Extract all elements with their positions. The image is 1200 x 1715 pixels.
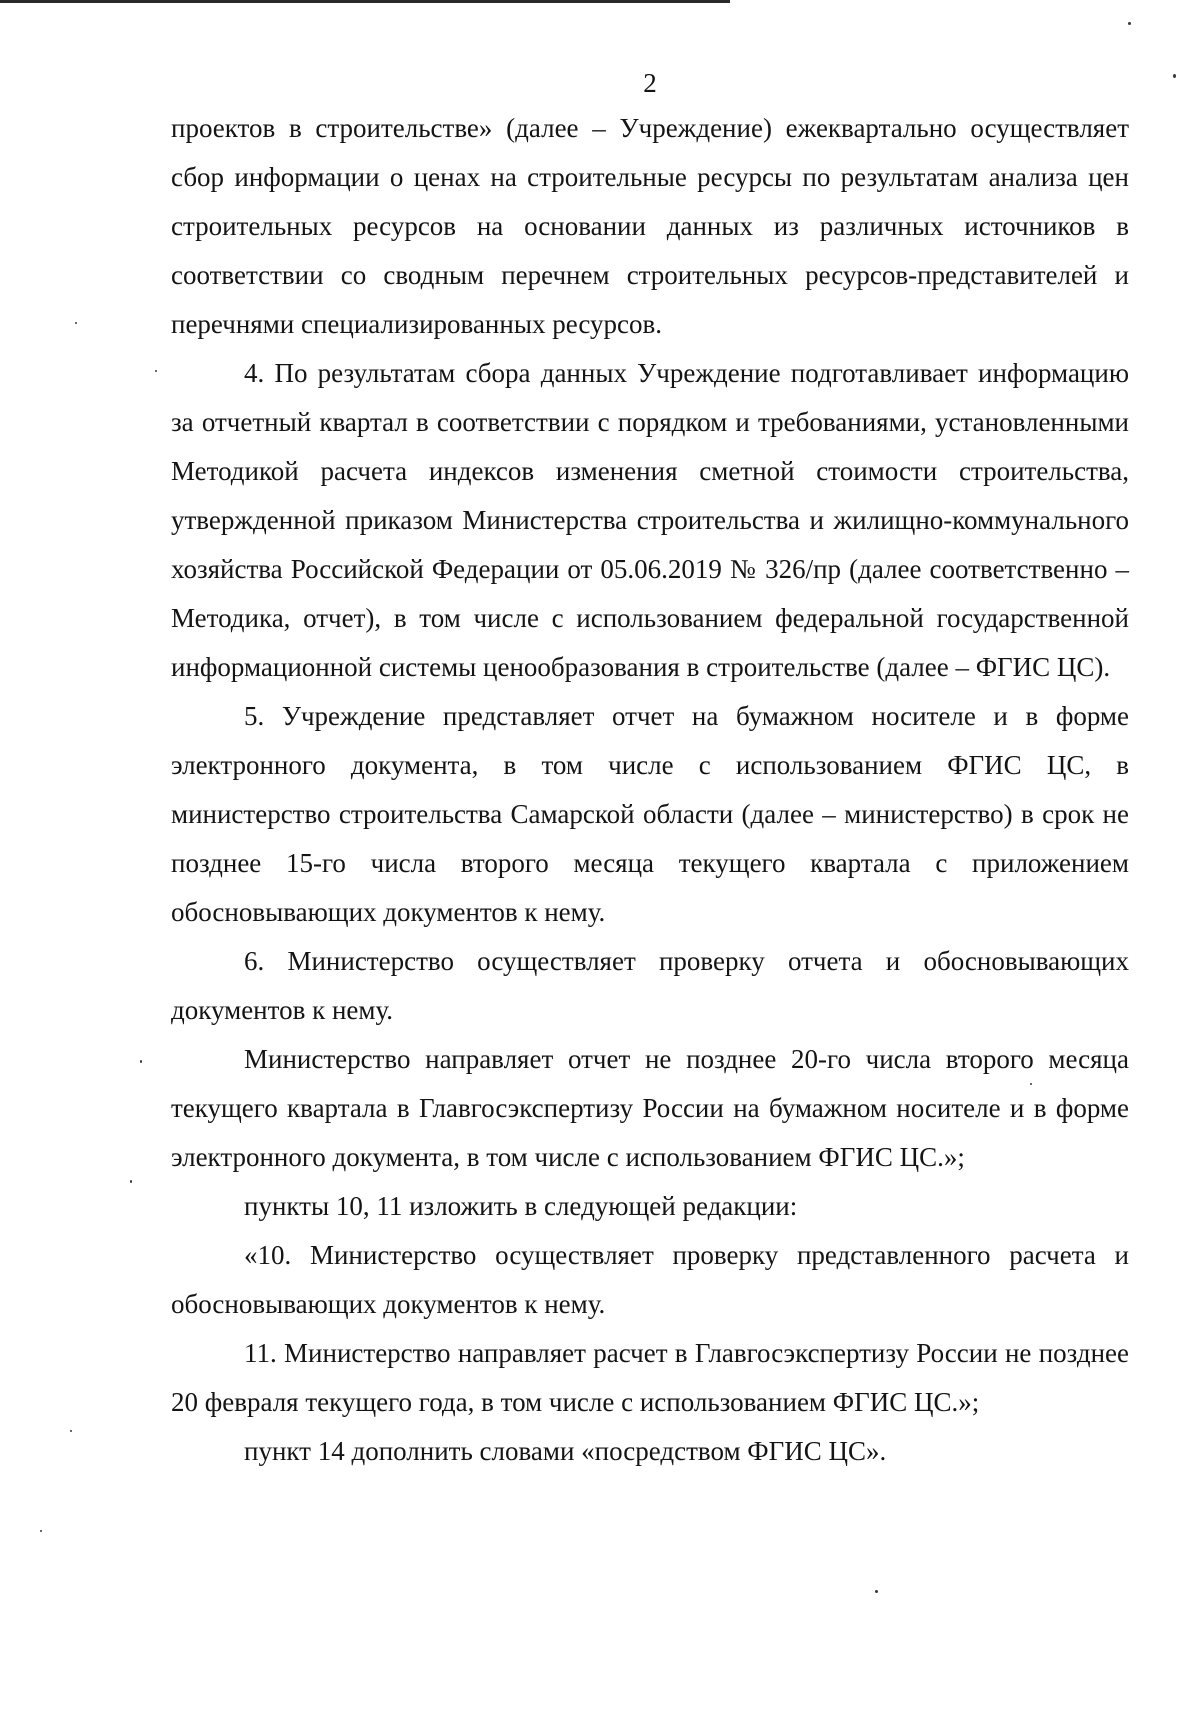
scan-speck <box>70 1430 72 1432</box>
scan-speck <box>140 1060 142 1063</box>
top-border-line <box>0 0 730 3</box>
scan-speck <box>155 370 157 372</box>
scan-speck <box>1173 74 1176 78</box>
paragraph-item-10: «10. Министерство осуществляет проверку представленного расчета и обосновывающих документов к нему. <box>171 1240 1129 1319</box>
page-number: 2 <box>643 68 657 98</box>
paragraph-item-6: 6. Министерство осуществляет проверку отчета и обосновывающих документов к нему. <box>171 946 1129 1025</box>
scan-speck <box>1128 22 1131 25</box>
paragraph-item-4: 4. По результатам сбора данных Учреждение подготавливает информацию за отчетный квартал в соответствии с порядком и требованиями, установленными Методикой расчета индексов изменения сметной стоимости строительства, утвержденной приказом Министерства строительства и жилищно-коммунального хозяйства Российской Федерации от 05.06.2019 № 326/пр (далее соответственно – Методика, отчет), в том числе с использованием федеральной государственной информационной системы ценообразования в строительстве (далее – ФГИС ЦС). <box>171 358 1129 682</box>
paragraph-item-11: 11. Министерство направляет расчет в Главгосэкспертизу России не позднее 20 февраля текущего года, в том числе с использованием ФГИС ЦС.»; <box>171 1338 1129 1417</box>
scan-speck <box>130 1180 132 1183</box>
scan-speck <box>75 322 77 324</box>
paragraph-amendment-intro: пункты 10, 11 изложить в следующей редакции: <box>244 1191 798 1221</box>
paragraph-item-5: 5. Учреждение представляет отчет на бумажном носителе и в форме электронного документа, в том числе с использованием ФГИС ЦС, в министерство строительства Самарской области (далее – министерство) в срок не позднее 15-го числа второго месяца текущего квартала с приложением обосновывающих документов к нему. <box>171 701 1129 927</box>
paragraph-item-14: пункт 14 дополнить словами «посредством ФГИС ЦС». <box>244 1436 887 1466</box>
document-body <box>171 104 1129 1476</box>
paragraph-continuation: проектов в строительстве» (далее – Учреждение) ежеквартально осуществляет сбор информации о ценах на строительные ресурсы по результатам анализа цен строительных ресурсов на основании данных из различных источников в соответствии со сводным перечнем строительных ресурсов-представителей и перечнями специализированных ресурсов. <box>171 113 1129 339</box>
scan-speck <box>40 1530 42 1532</box>
scan-speck <box>875 1590 878 1593</box>
paragraph-ministry-report: Министерство направляет отчет не позднее 20-го числа второго месяца текущего квартала в Главгосэкспертизу России на бумажном носителе и в форме электронного документа, в том числе с использованием ФГИС ЦС.»; <box>171 1044 1129 1172</box>
scan-speck <box>1030 1083 1032 1085</box>
